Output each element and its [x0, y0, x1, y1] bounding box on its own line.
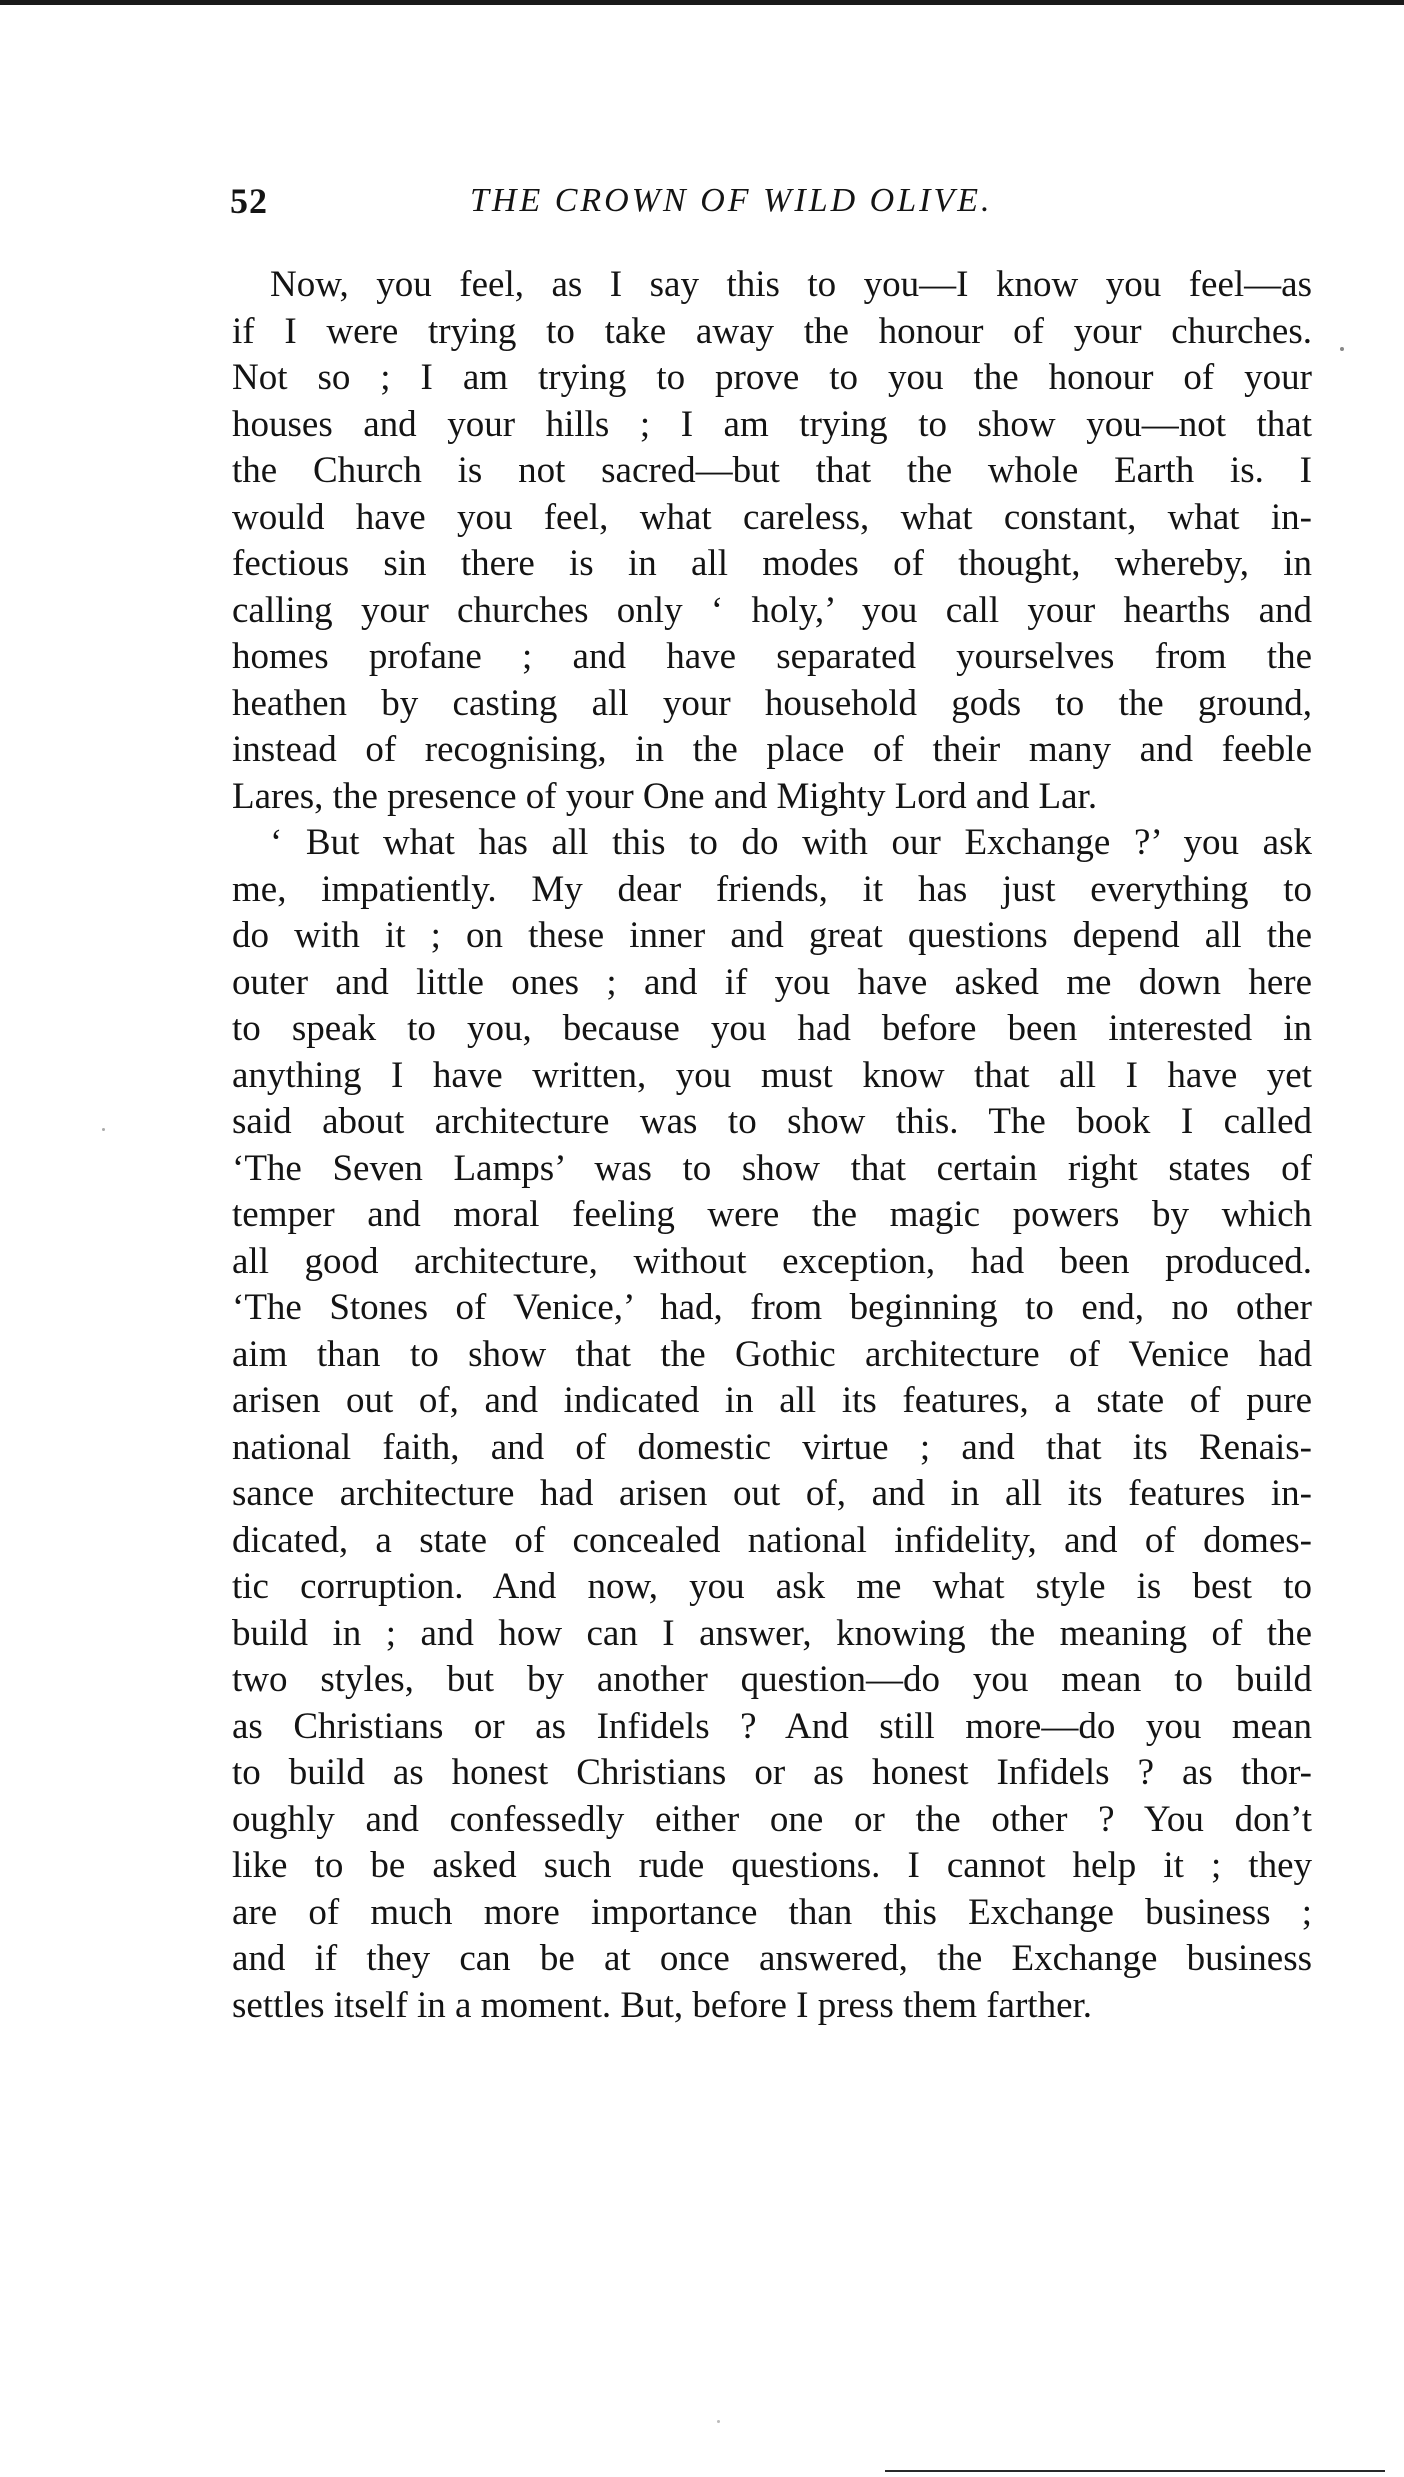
text-line: are of much more importance than this Exchange business ;	[232, 1891, 1312, 1933]
text-line: me, impatiently. My dear friends, it has just everything to	[232, 868, 1312, 910]
text-line: arisen out of, and indicated in all its features, a state of pure	[232, 1380, 1312, 1421]
paragraph	[232, 262, 1312, 820]
text-line: to build as honest Christians or as honest Infidels ? as thor-	[232, 1752, 1312, 1793]
text-line: like to be asked such rude questions. I cannot help it ; they	[232, 1845, 1312, 1886]
text-line: build in ; and how can I answer, knowing the meaning of the	[232, 1612, 1312, 1654]
text-line: tic corruption. And now, you ask me what style is best to	[232, 1566, 1312, 1607]
page-number: 52	[230, 181, 268, 221]
running-title: THE CROWN OF WILD OLIVE.	[470, 182, 993, 219]
text-line: settles itself in a moment. But, before I press them farther.	[232, 1984, 1093, 2026]
text-line: ‘The Stones of Venice,’ had, from beginning to end, no other	[232, 1287, 1312, 1328]
text-line: national faith, and of domestic virtue ; and that its Renais-	[232, 1426, 1312, 1468]
text-line: do with it ; on these inner and great questions depend all the	[232, 915, 1312, 956]
text-line: dicated, a state of concealed national infidelity, and of domes-	[232, 1519, 1312, 1561]
text-line: as Christians or as Infidels ? And still more—do you mean	[232, 1705, 1312, 1747]
ink-speck	[1340, 347, 1344, 351]
text-line: and if they can be at once answered, the Exchange business	[232, 1938, 1312, 1979]
text-line: oughly and confessedly either one or the other ? You don’t	[232, 1798, 1312, 1840]
text-line: to speak to you, because you had before been interested in	[232, 1008, 1312, 1049]
text-line: heathen by casting all your household gods to the ground,	[232, 682, 1312, 724]
text-line: said about architecture was to show this. The book I called	[232, 1101, 1312, 1142]
text-line: Lares, the presence of your One and Mighty Lord and Lar.	[232, 775, 1098, 817]
text-line: outer and little ones ; and if you have asked me down here	[232, 961, 1312, 1003]
text-line: aim than to show that the Gothic architecture of Venice had	[232, 1333, 1312, 1375]
text-line: if I were trying to take away the honour of your churches.	[232, 310, 1312, 352]
text-line: ‘ But what has all this to do with our Exchange ?’ you ask	[270, 822, 1312, 863]
paragraph	[232, 820, 1312, 2029]
ink-speck	[102, 1128, 105, 1131]
text-line: Now, you feel, as I say this to you—I know you feel—as	[270, 264, 1312, 305]
text-line: the Church is not sacred—but that the whole Earth is. I	[232, 450, 1312, 491]
text-line: homes profane ; and have separated yourselves from the	[232, 636, 1312, 677]
text-line: sance architecture had arisen out of, and in all its features in-	[232, 1473, 1312, 1514]
text-line: all good architecture, without exception, had been produced.	[232, 1240, 1312, 1282]
text-line: instead of recognising, in the place of their many and feeble	[232, 729, 1312, 770]
text-line: anything I have written, you must know that all I have yet	[232, 1054, 1312, 1096]
text-line: temper and moral feeling were the magic powers by which	[232, 1194, 1312, 1235]
text-line: houses and your hills ; I am trying to show you—not that	[232, 403, 1312, 445]
top-edge-rule	[0, 0, 1404, 5]
text-line: would have you feel, what careless, what constant, what in-	[232, 496, 1312, 538]
bottom-edge-rule	[885, 2470, 1385, 2472]
text-line: calling your churches only ‘ holy,’ you call your hearths and	[232, 589, 1312, 631]
text-line: Not so ; I am trying to prove to you the honour of your	[232, 357, 1312, 398]
ink-speck	[717, 2420, 720, 2423]
body-text	[232, 262, 1312, 2029]
text-line: ‘The Seven Lamps’ was to show that certain right states of	[232, 1147, 1312, 1189]
text-line: fectious sin there is in all modes of thought, whereby, in	[232, 543, 1312, 584]
text-line: two styles, but by another question—do you mean to build	[232, 1659, 1312, 1700]
